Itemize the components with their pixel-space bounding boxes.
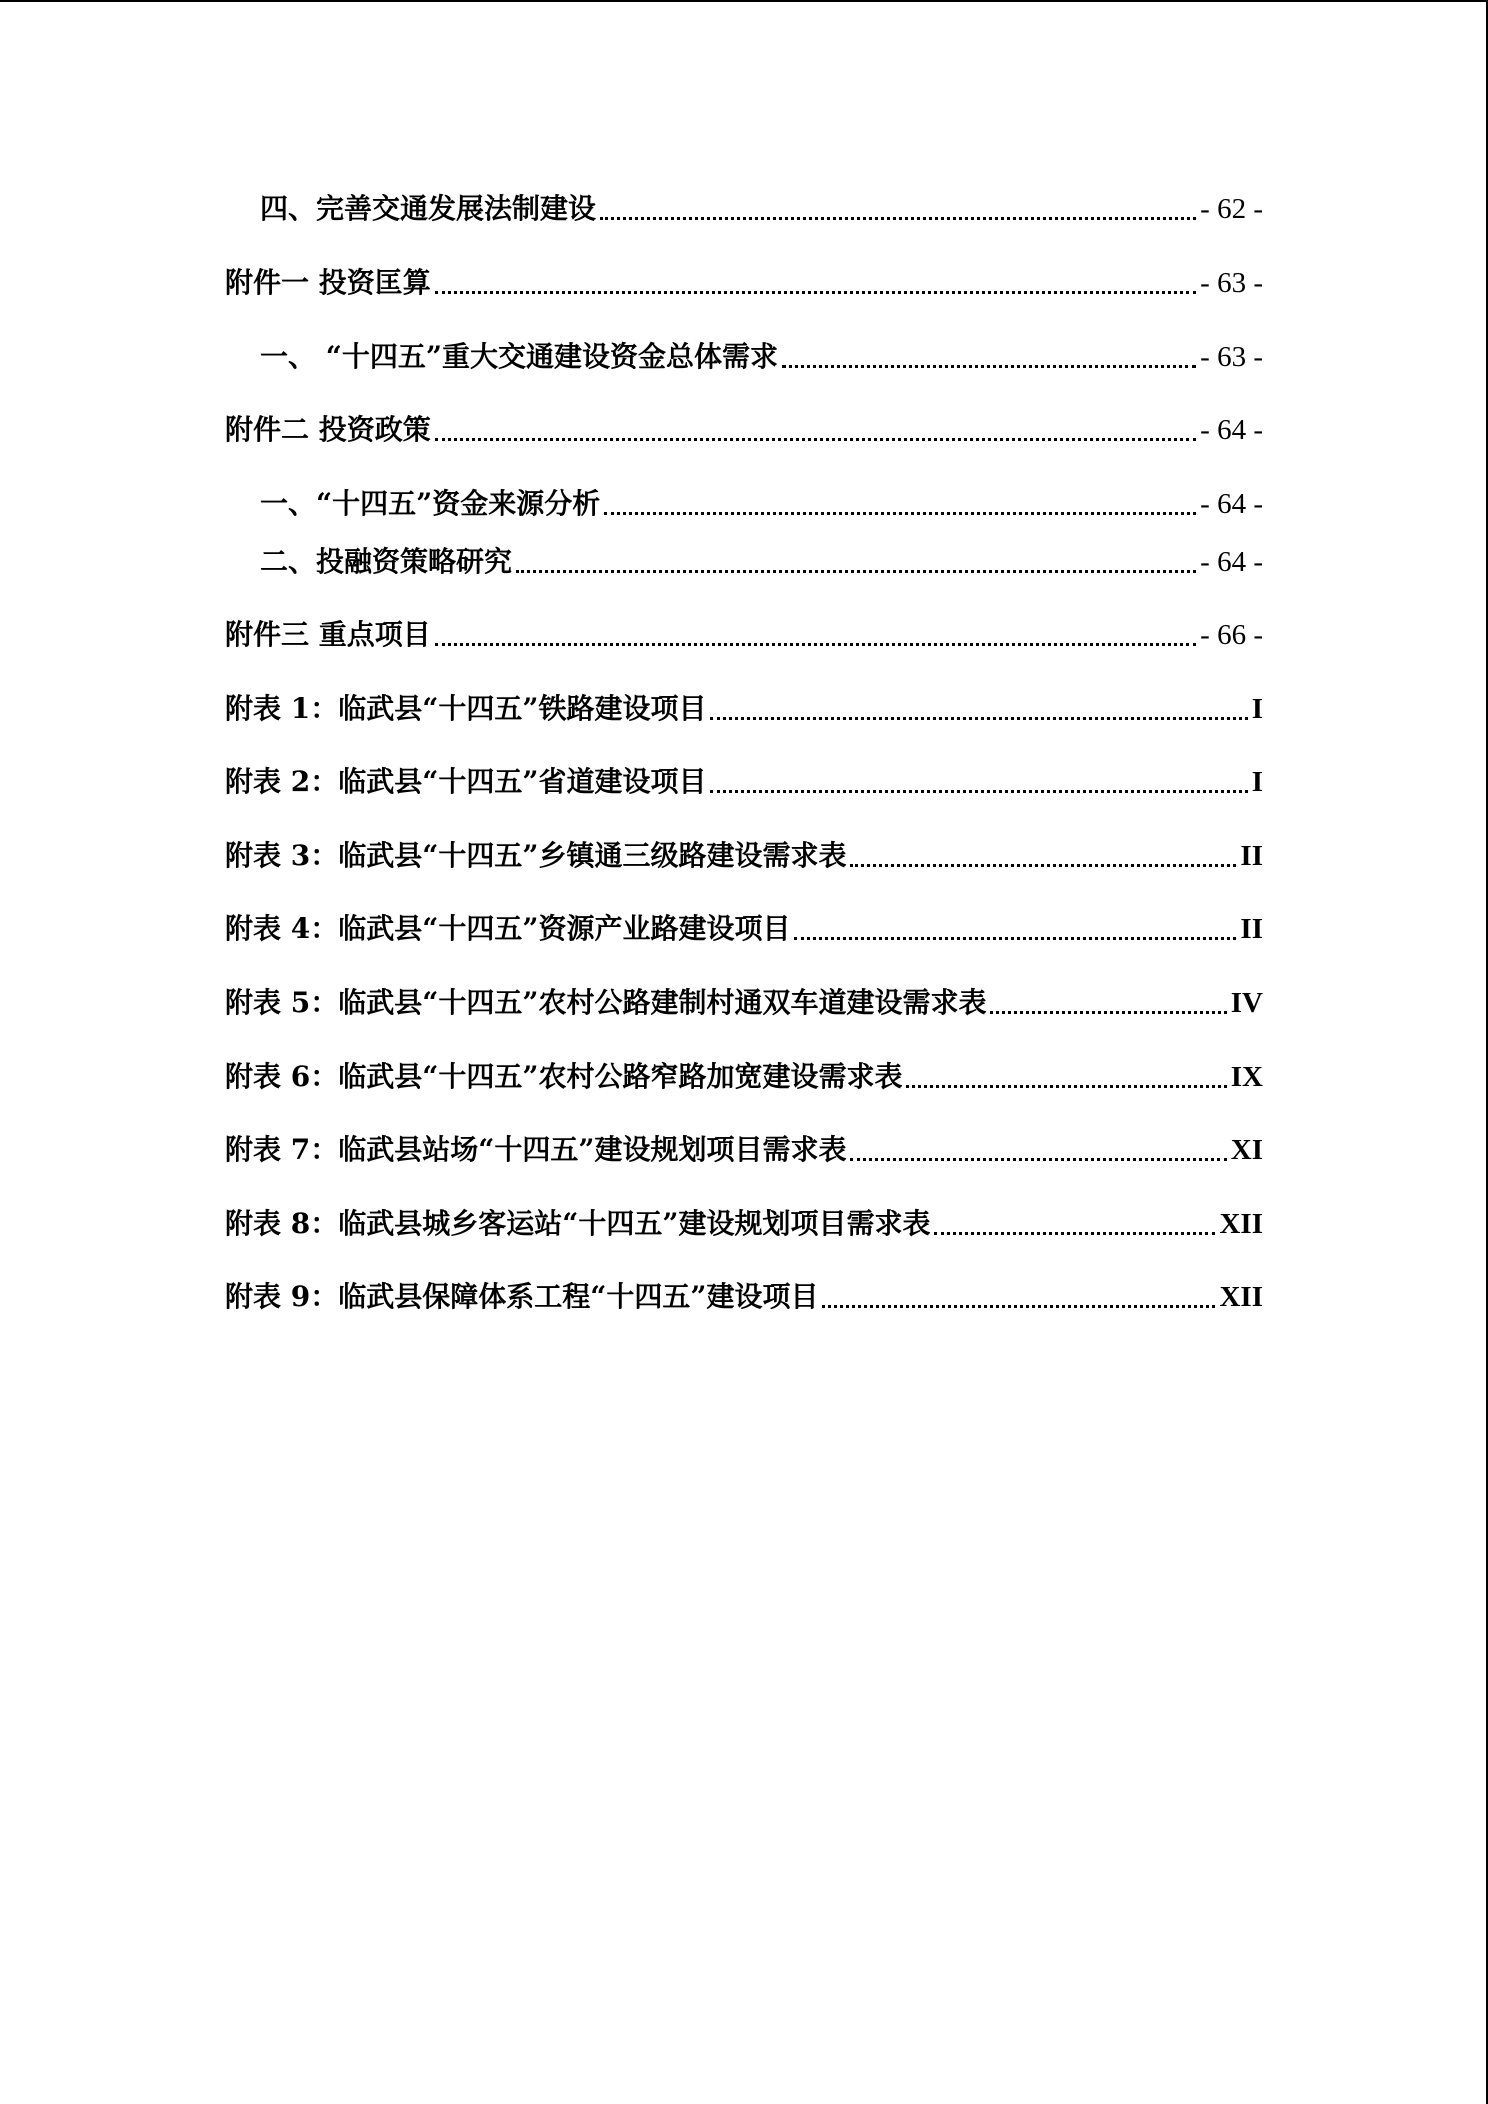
toc-leader-dots [516,570,1196,573]
toc-entry-label: 附表 3：临武县“十四五”乡镇通三级路建设需求表 [225,839,847,872]
toc-entry-label: 附表 1：临武县“十四五”铁路建设项目 [225,692,707,725]
toc-entry[interactable] [225,1057,1263,1097]
toc-entry-page: - 64 - [1200,546,1263,578]
toc-entry-label: 附件一 投资匡算 [225,266,431,299]
toc-entry-label: 附表 6：临武县“十四五”农村公路窄路加宽建设需求表 [225,1060,903,1093]
toc-entry[interactable] [260,484,1263,524]
toc-entry-page: XII [1219,1208,1263,1240]
toc-entry[interactable] [225,263,1263,303]
toc-leader-dots [782,365,1196,368]
toc-entry-label: 附表 9：临武县保障体系工程“十四五”建设项目 [225,1280,819,1313]
toc-entry-label: 一、“十四五”资金来源分析 [260,487,601,520]
toc-leader-dots [850,864,1236,867]
toc-leader-dots [990,1011,1226,1014]
toc-entry-page: - 63 - [1200,267,1263,299]
toc-entry-label: 附表 4：临武县“十四五”资源产业路建设项目 [225,912,791,945]
toc-entry-page: - 64 - [1200,414,1263,446]
toc-entry-page: XII [1219,1281,1263,1313]
toc-leader-dots [604,512,1196,515]
toc-leader-dots [934,1232,1215,1235]
toc-entry-label: 附表 7：临武县站场“十四五”建设规划项目需求表 [225,1133,847,1166]
toc-entry-page: - 64 - [1200,488,1263,520]
toc-entry[interactable] [225,983,1263,1023]
toc-entry[interactable] [225,410,1263,450]
toc-entry[interactable] [225,1277,1263,1317]
toc-entry-label: 四、完善交通发展法制建设 [260,192,597,225]
toc-entry-label: 附表 2：临武县“十四五”省道建设项目 [225,765,707,798]
toc-leader-dots [435,438,1196,441]
toc-leader-dots [435,291,1196,294]
toc-entry-page: XI [1230,1134,1263,1166]
toc-entry-label: 一、 “十四五”重大交通建设资金总体需求 [260,340,778,373]
toc-entry[interactable] [260,189,1263,229]
toc-leader-dots [600,217,1196,220]
toc-leader-dots [906,1085,1226,1088]
toc-entry[interactable] [260,337,1263,377]
toc-entry[interactable] [260,542,1263,582]
toc-entry[interactable] [225,689,1263,729]
toc-entry-label: 附件二 投资政策 [225,413,431,446]
toc-entry-page: II [1240,840,1263,872]
toc-leader-dots [710,717,1247,720]
page-border-top [0,0,1488,2]
toc-entry-page: - 62 - [1200,193,1263,225]
toc-entry-page: IV [1230,987,1263,1019]
toc-entry[interactable] [225,1204,1263,1244]
toc-entry-label: 附表 5：临武县“十四五”农村公路建制村通双车道建设需求表 [225,986,987,1019]
toc-entry-page: II [1240,913,1263,945]
toc-leader-dots [435,643,1196,646]
toc-entry-page: - 63 - [1200,341,1263,373]
toc-entry[interactable] [225,909,1263,949]
toc-entry-page: I [1251,766,1263,798]
toc-entry-label: 二、投融资策略研究 [260,545,513,578]
toc-entry-page: IX [1230,1061,1263,1093]
toc-leader-dots [822,1305,1215,1308]
toc-entry[interactable] [225,1130,1263,1170]
toc-entry-page: I [1251,693,1263,725]
toc-entry-label: 附件三 重点项目 [225,618,431,651]
toc-leader-dots [794,937,1236,940]
toc-entry-label: 附表 8：临武县城乡客运站“十四五”建设规划项目需求表 [225,1207,931,1240]
toc-leader-dots [850,1158,1226,1161]
toc-leader-dots [710,790,1247,793]
toc-entry[interactable] [225,762,1263,802]
toc-entry[interactable] [225,615,1263,655]
toc-entry[interactable] [225,836,1263,876]
toc-entry-page: - 66 - [1200,619,1263,651]
